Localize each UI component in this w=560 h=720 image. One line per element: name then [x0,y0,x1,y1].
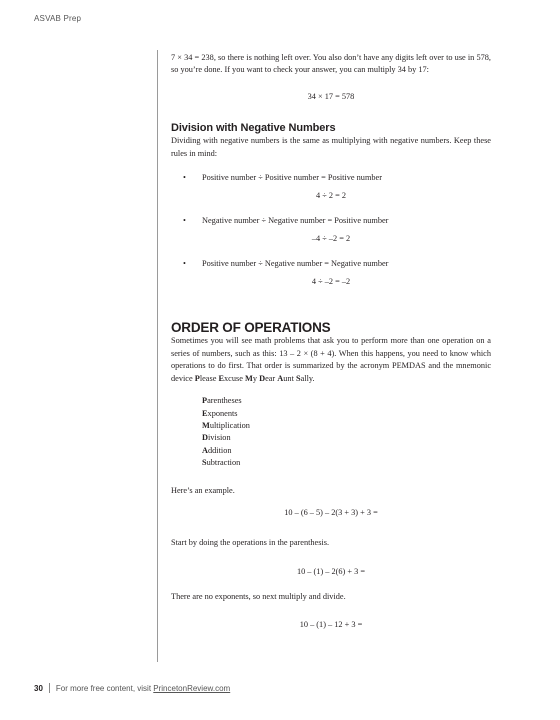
bullet: • [183,215,186,225]
step2-text: There are no exponents, so next multiply and divide. [171,592,346,602]
pemdas-rest: ddition [208,445,232,455]
running-header: ASVAB Prep [34,14,82,23]
mnemonic-rest: ear [265,373,278,383]
mnemonic-initial: D [259,373,266,383]
step1-equation: 10 – (1) – 2(6) + 3 = [296,566,366,576]
pemdas-list [171,395,491,469]
mnemonic-rest: lease [199,373,219,383]
step1-text: Start by doing the operations in the parenthesis. [171,538,330,548]
mnemonic-rest: unt [283,373,296,383]
pemdas-step [202,432,491,444]
division-rule-text: Positive number ÷ Positive number = Positive number [202,173,382,183]
footer-divider [49,683,50,693]
pemdas-initial: E [202,408,208,418]
pemdas-step [202,445,491,457]
division-rule-2 [171,215,491,246]
mnemonic-phrase [195,374,315,383]
pemdas-rest: ivision [208,433,231,443]
margin-rule [157,50,158,662]
division-negative-paragraph: Dividing with negative numbers is the same as multiplying with negative numbers. Keep these rules in mind: [171,136,491,158]
mnemonic-initial: P [194,373,200,383]
pemdas-initial: M [202,420,210,430]
division-rule-example: –4 ÷ –2 = 2 [311,234,351,244]
page-content [171,52,491,631]
bullet: • [183,173,186,183]
order-operations-paragraph [171,335,491,385]
intro-paragraph: 7 × 34 = 238, so there is nothing left over. You also don’t have any digits left over to use in 578, so you’re done. If you want to check your answer, you can multiply 34 by 17: [171,53,491,75]
pemdas-initial: A [202,445,208,455]
pemdas-step [202,408,491,420]
division-rule-text: Positive number ÷ Negative number = Negative number [202,258,389,268]
page-number: 30 [34,684,43,693]
step2-equation: 10 – (1) – 12 + 3 = [299,619,363,629]
footer-link[interactable]: PrincetonReview.com [153,684,231,693]
intro-equation: 34 × 17 = 578 [307,91,355,101]
pemdas-step [202,457,491,469]
pemdas-initial: P [202,396,208,406]
order-operations-text: Sometimes you will see math problems that ask you to perform more than one operation on a series of numbers, such as this: 13 – 2 × (8 + 4). When this happens, you need to know which operations to do first. That order is summarized by the acronym PEMDAS and the mnemonic device [171,336,491,383]
footer-text: For more free content, visit [55,684,154,693]
mnemonic-initial: A [277,373,284,383]
division-rule-example: 4 ÷ –2 = –2 [311,277,351,287]
mnemonic-rest: ally. [300,373,315,383]
section-heading-division-negative: Division with Negative Numbers [171,122,336,135]
mnemonic-rest: xcuse [224,373,245,383]
mnemonic-initial: S [295,373,301,383]
example-equation: 10 – (6 – 5) – 2(3 + 3) + 3 = [284,507,378,517]
division-rule-example: 4 ÷ 2 = 2 [316,191,346,201]
pemdas-rest: ultiplication [209,420,250,430]
division-rule-3 [171,258,491,289]
pemdas-step [202,395,491,407]
pemdas-rest: arentheses [207,396,242,406]
example-intro: Here’s an example. [171,485,235,495]
division-rule-text: Negative number ÷ Negative number = Positive number [202,215,389,225]
division-rule-1 [171,172,491,203]
pemdas-rest: ubtraction [206,458,241,468]
mnemonic-initial: M [244,373,253,383]
bullet: • [183,258,186,268]
pemdas-initial: D [202,433,208,443]
section-heading-order-of-operations: ORDER OF OPERATIONS [171,320,331,336]
mnemonic-rest: y [252,373,260,383]
pemdas-rest: xponents [207,408,238,418]
pemdas-step [202,420,491,432]
page-footer [34,683,230,693]
pemdas-initial: S [202,458,207,468]
mnemonic-initial: E [218,373,225,383]
